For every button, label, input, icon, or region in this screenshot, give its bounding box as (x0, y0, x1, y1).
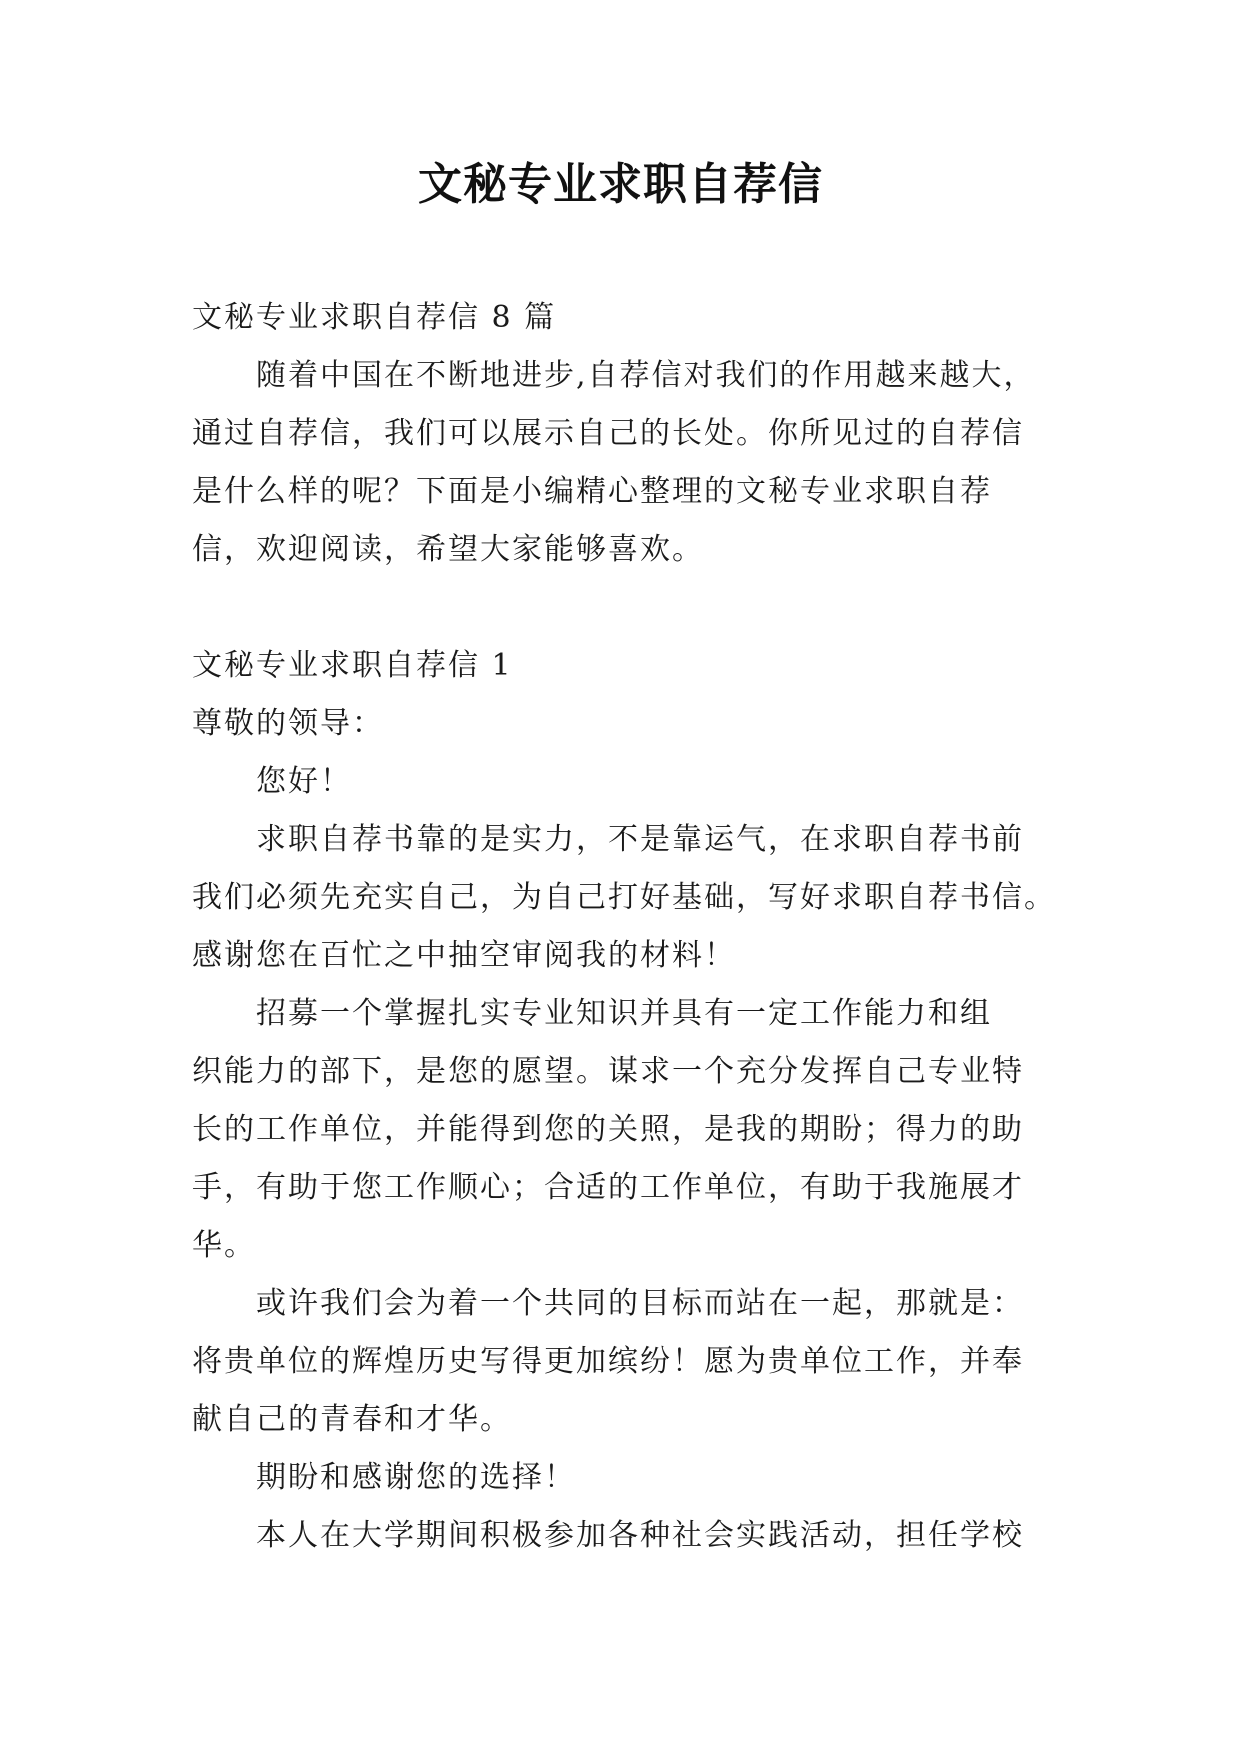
intro-line: 通过自荐信，我们可以展示自己的长处。你所见过的自荐信 (192, 416, 1024, 451)
paragraph-line: 献自己的青春和才华。 (192, 1402, 512, 1437)
paragraph-line: 感谢您在百忙之中抽空审阅我的材料！ (192, 938, 736, 973)
paragraph-line: 华。 (192, 1228, 256, 1263)
paragraph-line: 或许我们会为着一个共同的目标而站在一起，那就是： (256, 1286, 1024, 1321)
paragraph-line: 期盼和感谢您的选择！ (256, 1460, 576, 1495)
paragraph-line: 招募一个掌握扎实专业知识并具有一定工作能力和组 (256, 996, 992, 1031)
intro-line: 信，欢迎阅读，希望大家能够喜欢。 (192, 532, 704, 567)
paragraph-line: 本人在大学期间积极参加各种社会实践活动，担任学校 (256, 1518, 1024, 1553)
paragraph-line: 我们必须先充实自己，为自己打好基础，写好求职自荐书信。 (192, 880, 1056, 915)
paragraph-line: 手，有助于您工作顺心；合适的工作单位，有助于我施展才 (192, 1170, 1024, 1205)
paragraph-line: 将贵单位的辉煌历史写得更加缤纷！愿为贵单位工作，并奉 (192, 1344, 1024, 1379)
greeting: 您好！ (256, 764, 352, 799)
paragraph-line: 长的工作单位，并能得到您的关照，是我的期盼；得力的助 (192, 1112, 1024, 1147)
intro-line: 随着中国在不断地进步,自荐信对我们的作用越来越大， (256, 358, 1036, 393)
paragraph-gap (192, 579, 1052, 637)
page-title: 文秘专业求职自荐信 (418, 159, 823, 210)
paragraph-line: 求职自荐书靠的是实力，不是靠运气，在求职自荐书前 (256, 822, 1024, 857)
document-body (192, 289, 1056, 1565)
salutation: 尊敬的领导： (192, 706, 384, 741)
section-heading: 文秘专业求职自荐信 1 (192, 648, 513, 683)
intro-line: 是什么样的呢？下面是小编精心整理的文秘专业求职自荐 (192, 474, 992, 509)
paragraph-line: 织能力的部下，是您的愿望。谋求一个充分发挥自己专业特 (192, 1054, 1024, 1089)
document-subtitle: 文秘专业求职自荐信 8 篇 (192, 300, 557, 335)
